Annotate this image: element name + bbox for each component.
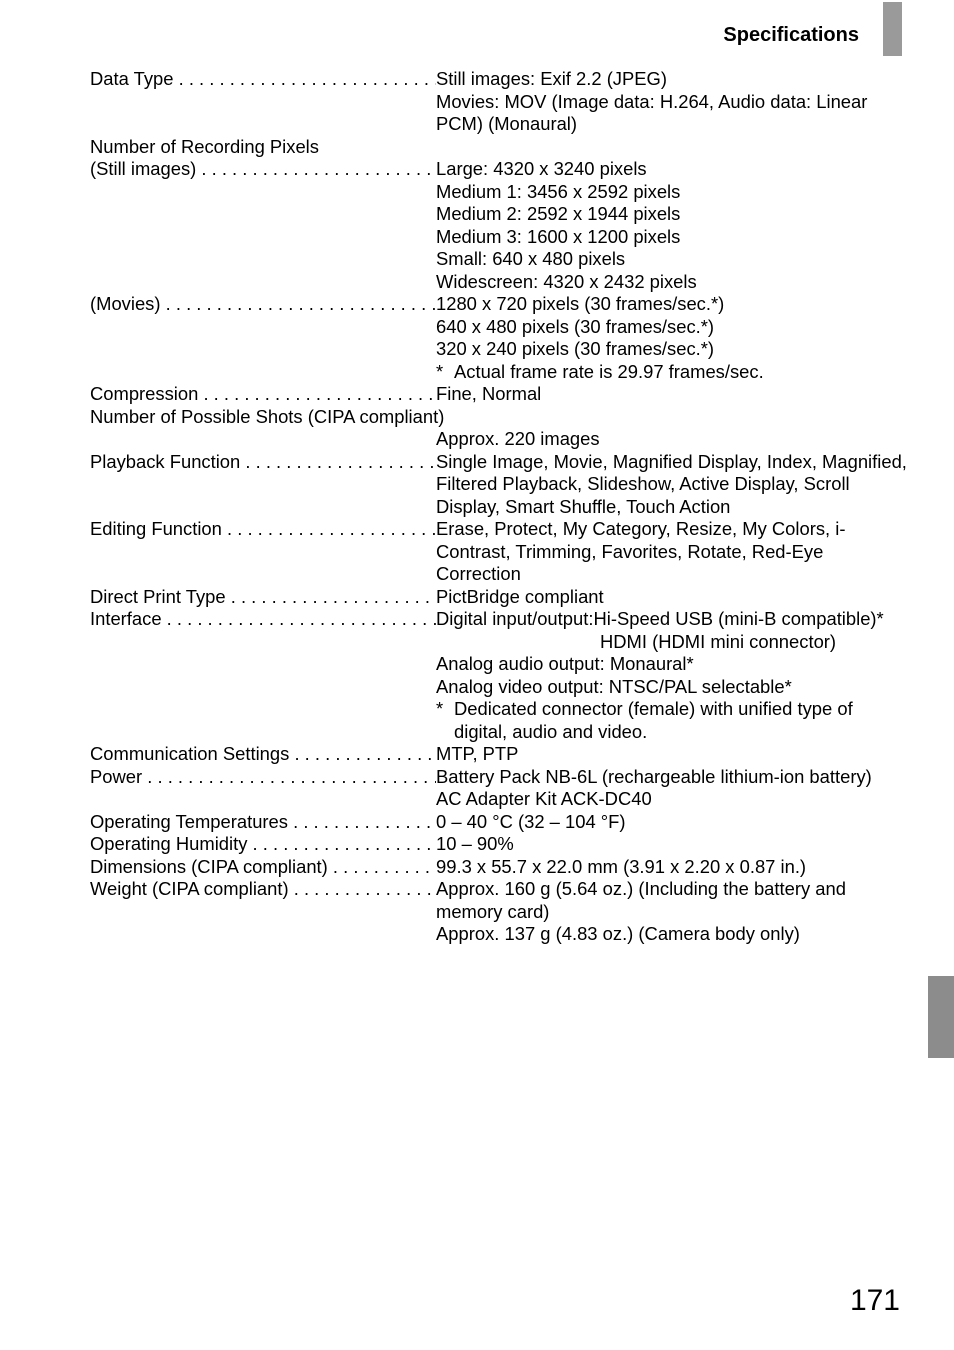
spec-row-playback [90,451,910,519]
chapter-tab-marker [928,976,954,1058]
spec-value: Analog audio output: Monaural* [436,653,694,674]
spec-values [436,428,910,451]
spec-value: Erase, Protect, My Category, Resize, My Colors, i-Contrast, Trimming, Favorites, Rotate, Red-Eye Correction [436,518,846,584]
spec-value: Fine, Normal [436,383,542,404]
spec-row-operating-temperatures [90,811,910,834]
footnote-text: Dedicated connector (female) with unified type of digital, audio and video. [454,698,853,742]
spec-value: 0 – 40 °C (32 – 104 °F) [436,810,626,832]
spec-row-interface [90,608,910,743]
spec-values [436,878,910,946]
spec-row-operating-humidity [90,833,910,856]
spec-value: 320 x 240 pixels (30 frames/sec.*) [436,338,715,359]
spec-label: Compression . . . [90,383,436,406]
spec-value: Single Image, Movie, Magnified Display, Index, Magnified, Filtered Playback, Slideshow, Active Display, Scroll Display, Smart Shuffle, Touch Action [436,450,907,517]
spec-label: Playback Function . . . [90,451,436,519]
spec-values [436,586,910,609]
spec-value: Analog video output: NTSC/PAL selectable* [436,675,792,697]
spec-value: AC Adapter Kit ACK-DC40 [436,788,652,809]
spec-value: HDMI (HDMI mini connector) [600,630,837,652]
spec-values [436,383,910,406]
spec-value: Medium 3: 1600 x 1200 pixels [436,225,681,247]
spec-row-still-images [90,158,910,293]
spec-value: 640 x 480 pixels (30 frames/sec.*) [436,315,715,337]
spec-values [436,518,910,586]
footnote-text: Actual frame rate is 29.97 frames/sec. [454,360,764,382]
spec-values [436,811,910,834]
spec-value: Approx. 160 g (5.64 oz.) (Including the battery and memory card) [436,878,846,922]
spec-value: Approx. 137 g (4.83 oz.) (Camera body only) [436,923,800,944]
spec-values [436,608,910,743]
spec-values [436,766,910,811]
spec-label: Power . . . [90,766,436,811]
spec-value: Approx. 220 images [436,428,600,449]
spec-row-movies [90,293,910,383]
spec-label: (Still images) . . . [90,158,436,293]
spec-values [436,856,910,879]
header-tab-marker [883,2,902,56]
spec-values [436,158,910,293]
footnote-asterisk: * [436,360,444,382]
spec-value: MTP, PTP [436,743,519,764]
spec-value: 99.3 x 55.7 x 22.0 mm (3.91 x 2.20 x 0.87 in.) [436,855,807,877]
spec-label: Dimensions (CIPA compliant) . . . [90,856,436,879]
spec-value: 1280 x 720 pixels (30 frames/sec.*) [436,293,725,314]
spec-row-power [90,766,910,811]
spec-value: 10 – 90% [436,833,514,854]
spec-values [436,451,910,519]
spec-value: PictBridge compliant [436,585,604,607]
spec-values [436,68,910,136]
spec-label: Communication Settings . . . [90,743,436,766]
spec-label: Operating Humidity . . . [90,833,436,856]
spec-label: Direct Print Type . . . [90,586,436,609]
spec-row-possible-shots [90,428,910,451]
spec-value: Large: 4320 x 3240 pixels [436,158,647,179]
footnote-asterisk: * [436,698,444,719]
page-header-title: Specifications [723,24,859,46]
spec-row-data-type [90,68,910,136]
spec-row-compression [90,383,910,406]
spec-label: Editing Function . . . [90,518,436,586]
spec-label: Interface . . . [90,608,436,743]
spec-row-possible-shots-heading [90,406,910,429]
spec-value-digital: Digital input/output:Hi-Speed USB (mini-B compatible)* [436,608,884,629]
spec-row-weight [90,878,910,946]
spec-row-direct-print [90,586,910,609]
footnote [436,698,910,743]
spec-row-recording-pixels-heading [90,136,910,159]
spec-value: Small: 640 x 480 pixels [436,248,626,269]
spec-label: Weight (CIPA compliant) . . . [90,878,436,946]
spec-label: Operating Temperatures . . . [90,811,436,834]
spec-value: Still images: Exif 2.2 (JPEG) [436,68,667,89]
spec-values [436,743,910,766]
spec-heading: Number of Recording Pixels [90,135,319,157]
spec-heading: Number of Possible Shots (CIPA compliant) [90,405,445,427]
spec-label: (Movies) . . . [90,293,436,383]
spec-value: Movies: MOV (Image data: H.264, Audio data: Linear PCM) (Monaural) [436,90,868,134]
spec-values [436,293,910,383]
spec-row-dimensions [90,856,910,879]
spec-value: Battery Pack NB-6L (rechargeable lithium-ion battery) [436,765,872,787]
specifications-list [90,68,910,946]
spec-row-communication [90,743,910,766]
spec-values [436,833,910,856]
page-number: 171 [849,1284,900,1317]
footnote [436,361,910,384]
spec-value: Widescreen: 4320 x 2432 pixels [436,270,697,292]
spec-value: Medium 1: 3456 x 2592 pixels [436,180,681,202]
spec-row-editing [90,518,910,586]
spec-label: Data Type . . . [90,68,436,136]
spec-value: Medium 2: 2592 x 1944 pixels [436,203,681,224]
